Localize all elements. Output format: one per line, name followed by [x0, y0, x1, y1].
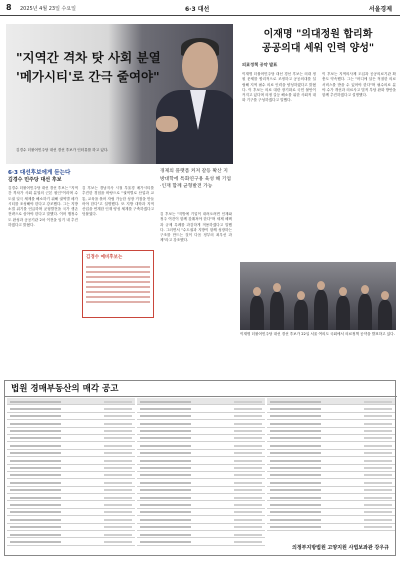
photo-figure [250, 296, 264, 330]
right-headline-line1: 이재명 "의대정원 합리화 [263, 29, 373, 40]
left-body-col1: 김경수 더불어민주당 대선 경선 후보는 "지역 간 격차가 사회 분열의 근본 원인"이라며 수도권 일극 체제를 해소하기 위해 권역별 메가시티를 조성해야 한다고 강조했다. 그는 지방 소멸 위기를 언급하며 균형발전을 국가 생존 전략으로 삼아야 한다고 말했다. 이어 행정수도 완성과 공공기관 2차 이전을 임기 내 추진하겠다고 밝혔다. [8, 186, 78, 228]
series-tag: 6·3 대선후보에게 듣는다 [8, 170, 71, 176]
photo-figure [294, 300, 308, 330]
auction-title: 법원 경매부동산의 매각 공고 [5, 381, 397, 397]
right-body-col2: 이 후보는 지역의사제 도입과 공공의료기관 확충도 약속했다. 그는 "어디에 살든 적절한 의료 서비스를 받을 수 있어야 한다"며 필수의료 분야 수가 개선과 의료사고 법적 부담 완화 방안을 함께 추진하겠다고 설명했다. [322, 72, 396, 98]
left-byline: 김경수 민주당 대선 후보 [8, 177, 62, 183]
left-body-col2: 김 후보는 경남지사 시절 부울경 메가시티를 추진한 경험을 바탕으로 "권역별로 산업과 교통, 교육을 묶어 자립 가능한 성장 거점을 만들어야 한다"고 설명했다. 또 지방 대학과 지역 산업을 연계한 인재 양성 체계를 구축하겠다고 덧붙였다. [82, 186, 154, 217]
left-headline-line2: '메가시티'로 간극 줄여야" [16, 69, 160, 84]
page-header [0, 0, 400, 16]
newspaper-name: 서울경제 [368, 6, 392, 13]
person-head [182, 42, 218, 88]
right-byline: 의료정책 공약 발표 [242, 62, 278, 67]
left-headline [16, 48, 186, 86]
person-hand [156, 116, 178, 132]
left-headline-line1: "지역간 격차 탓 사회 분열 [16, 50, 161, 65]
photo-figure [314, 290, 328, 330]
photo-figure [270, 292, 284, 330]
photo-figure [336, 296, 350, 330]
auction-table [267, 398, 395, 556]
photo-figure [358, 294, 372, 330]
right-headline [240, 28, 396, 56]
auction-table [137, 398, 265, 556]
left-photo-caption: 김경수 더불어민주당 대선 경선 후보가 인터뷰를 하고 있다. [16, 148, 109, 152]
page-number: 8 [6, 3, 12, 12]
auction-table [7, 398, 135, 556]
candidate-box [82, 250, 154, 318]
candidate-box-title: 김경수 예비후보는 [86, 255, 123, 260]
issue-date: 2025년 4월 23일 수요일 [20, 6, 77, 12]
auction-notice [4, 380, 396, 556]
interview-photo [6, 24, 233, 164]
left-body-col3: 김 후보는 "지방에 기업이 내려오려면 인재와 정주 여건이 함께 갖춰져야 한다"며 세제 혜택과 규제 특례를 과감하게 적용하겠다고 말했다. 그러면서 "수도권과 지방이 함께 성장하는 구조를 만드는 것이 다음 정부의 최우선 과제"라고 강조했다. [160, 212, 232, 243]
candidate-box-lines [83, 266, 153, 303]
pull-quote: 경제의 플랫폼 커져 갈등 확산 지방대학에 특화연구용 육성 해 기업·인재 함께 균형발전 가능 [160, 169, 231, 189]
right-headline-line2: 공공의대 세워 인력 양성" [261, 43, 375, 54]
press-photo [240, 262, 396, 330]
right-photo-caption: 이재명 더불어민주당 대선 경선 후보가 22일 서울 여의도 국회에서 의료정책 공약을 발표하고 있다. [240, 332, 395, 336]
section-title: 6·3 대선 [185, 6, 210, 13]
right-body-col1: 이재명 더불어민주당 대선 경선 후보는 의대 정원 문제를 합리적으로 조정하고 공공의대를 설립해 지역 필수 의료 인력을 양성하겠다고 밝혔다. 이 후보는 의료 대란 장기화로 국민 불안이 커지고 있다며 의정 갈등 해소를 위한 사회적 대화 기구를 구성하겠다고 말했다. [242, 72, 316, 103]
auction-footer: 의정부지방법원 고양지원 사법보좌관 강우규 [292, 545, 389, 551]
photo-figure [378, 300, 392, 330]
